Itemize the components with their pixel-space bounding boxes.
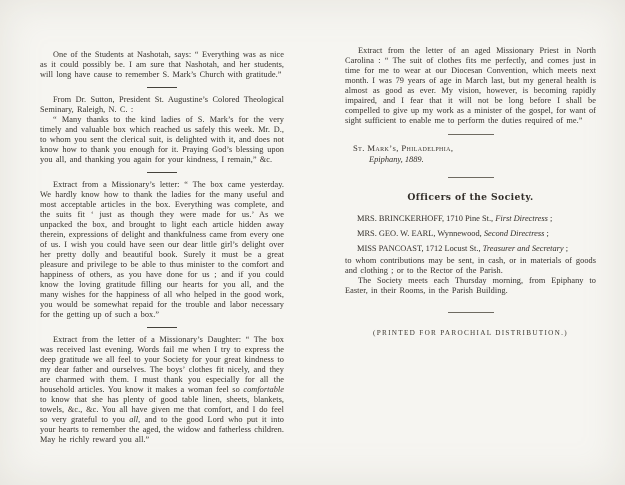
officer-entry: MRS. BRINCKERHOFF, 1710 Pine St., First Directress ;	[357, 214, 553, 223]
signature-place: St. Mark’s, Philadelphia,	[353, 143, 454, 153]
signature-block	[345, 143, 596, 165]
signature-date: Epiphany, 1889.	[369, 155, 424, 164]
missionary-letter-paragraph: Extract from a Missionary’s letter: “ The box came yesterday. We hardly know how to thank the ladies for the many useful and most acceptable articles in the box. Everything was complete, and the suits fit ‘ just as though they were made for us.’ As we unpacked the box, and brought to light each article hidden away therein, expressions of delight and thankfulness came from every one of us. I wish you could have seen our dear little girl’s delight over her pretty dolly and beautiful book. Surely it must be a great pleasure and privilege to be able to thus minister to the comfort and happiness of others, as you have done for us ; and if you could know the loving gratitude filling our hearts for you all, and the many wishes for the happiness of all who helped in the good work, you would be somewhat repaid for the trouble and labor necessary for the getting up of such a box.”	[40, 180, 284, 319]
section-divider	[448, 177, 494, 178]
sutton-quote-paragraph: “ Many thanks to the kind ladies of S. Mark’s for the very timely and valuable box which reached us safely this week. Mr. D., to whom you sent the clerical suit, is delighted with it, and does not know how to thank you enough for it. Praying God’s blessing upon you all, and thanking you again for your kindness, I remain,” &c.	[40, 115, 284, 164]
daughter-letter-paragraph: Extract from the letter of a Missionary’s Daughter: “ The box was received last evening. Words fail me when I try to express the deep gratitude we all feel to your Society for your great kindness to my dear father and ourselves. The boys’ clothes fit nicely, and they are charmed with them. I must thank you especially for all the household articles. You know it makes a woman feel so comfortable to know that she has plenty of good table linen, sheets, blankets, towels, &c., &c. You all have given me that comfort, and I do feel so very grateful to you all, and to the good Lord who put it into your hearts to remember the aged, the widow and fatherless children. May he richly reward you all.”	[40, 335, 284, 444]
officer-entry: MRS. GEO. W. EARL, Wynnewood, Second Directress ;	[357, 229, 549, 238]
contributions-note-paragraph: to whom contributions may be sent, in cash, or in materials of goods and clothing ; or to the Rector of the Parish.	[345, 256, 596, 275]
student-quote-paragraph: One of the Students at Nashotah, says: “ Everything was as nice as it could possibly be. I am sure that Nashotah, and her students, will long have cause to remember S. Mark’s Church with gratitude.”	[40, 50, 284, 79]
officer-entry: MISS PANCOAST, 1712 Locust St., Treasurer and Secretary ;	[357, 244, 569, 253]
footer-note: (PRINTED FOR PAROCHIAL DISTRIBUTION.)	[373, 329, 568, 337]
section-divider	[147, 87, 177, 88]
right-page	[345, 46, 596, 338]
section-divider	[147, 172, 177, 173]
section-divider	[147, 327, 177, 328]
section-divider	[448, 134, 494, 135]
officers-heading: Officers of the Society.	[407, 192, 534, 203]
priest-letter-paragraph: Extract from the letter of an aged Missionary Priest in North Carolina : “ The suit of clothes fits me perfectly, and comes just in time for me to wear at our Diocesan Convention, which meets next month. I was 79 years of age in March last, but my general health is almost as good as ever. My vision, however, is becoming rapidly impaired, and I fear that it will not be long before I shall be compelled to give up my work as a minister of the gospel, for want of sight sufficient to enable me to perform the duties required of me.”	[345, 46, 596, 125]
officers-list	[345, 211, 596, 256]
section-divider	[448, 312, 494, 313]
sutton-heading-paragraph: From Dr. Sutton, President St. Augustine’s Colored Theological Seminary, Raleigh, N. C. :	[40, 95, 284, 114]
meeting-note-paragraph: The Society meets each Thursday morning, from Epiphany to Easter, in their Rooms, in the Parish Building.	[345, 276, 596, 295]
left-page	[40, 50, 284, 445]
